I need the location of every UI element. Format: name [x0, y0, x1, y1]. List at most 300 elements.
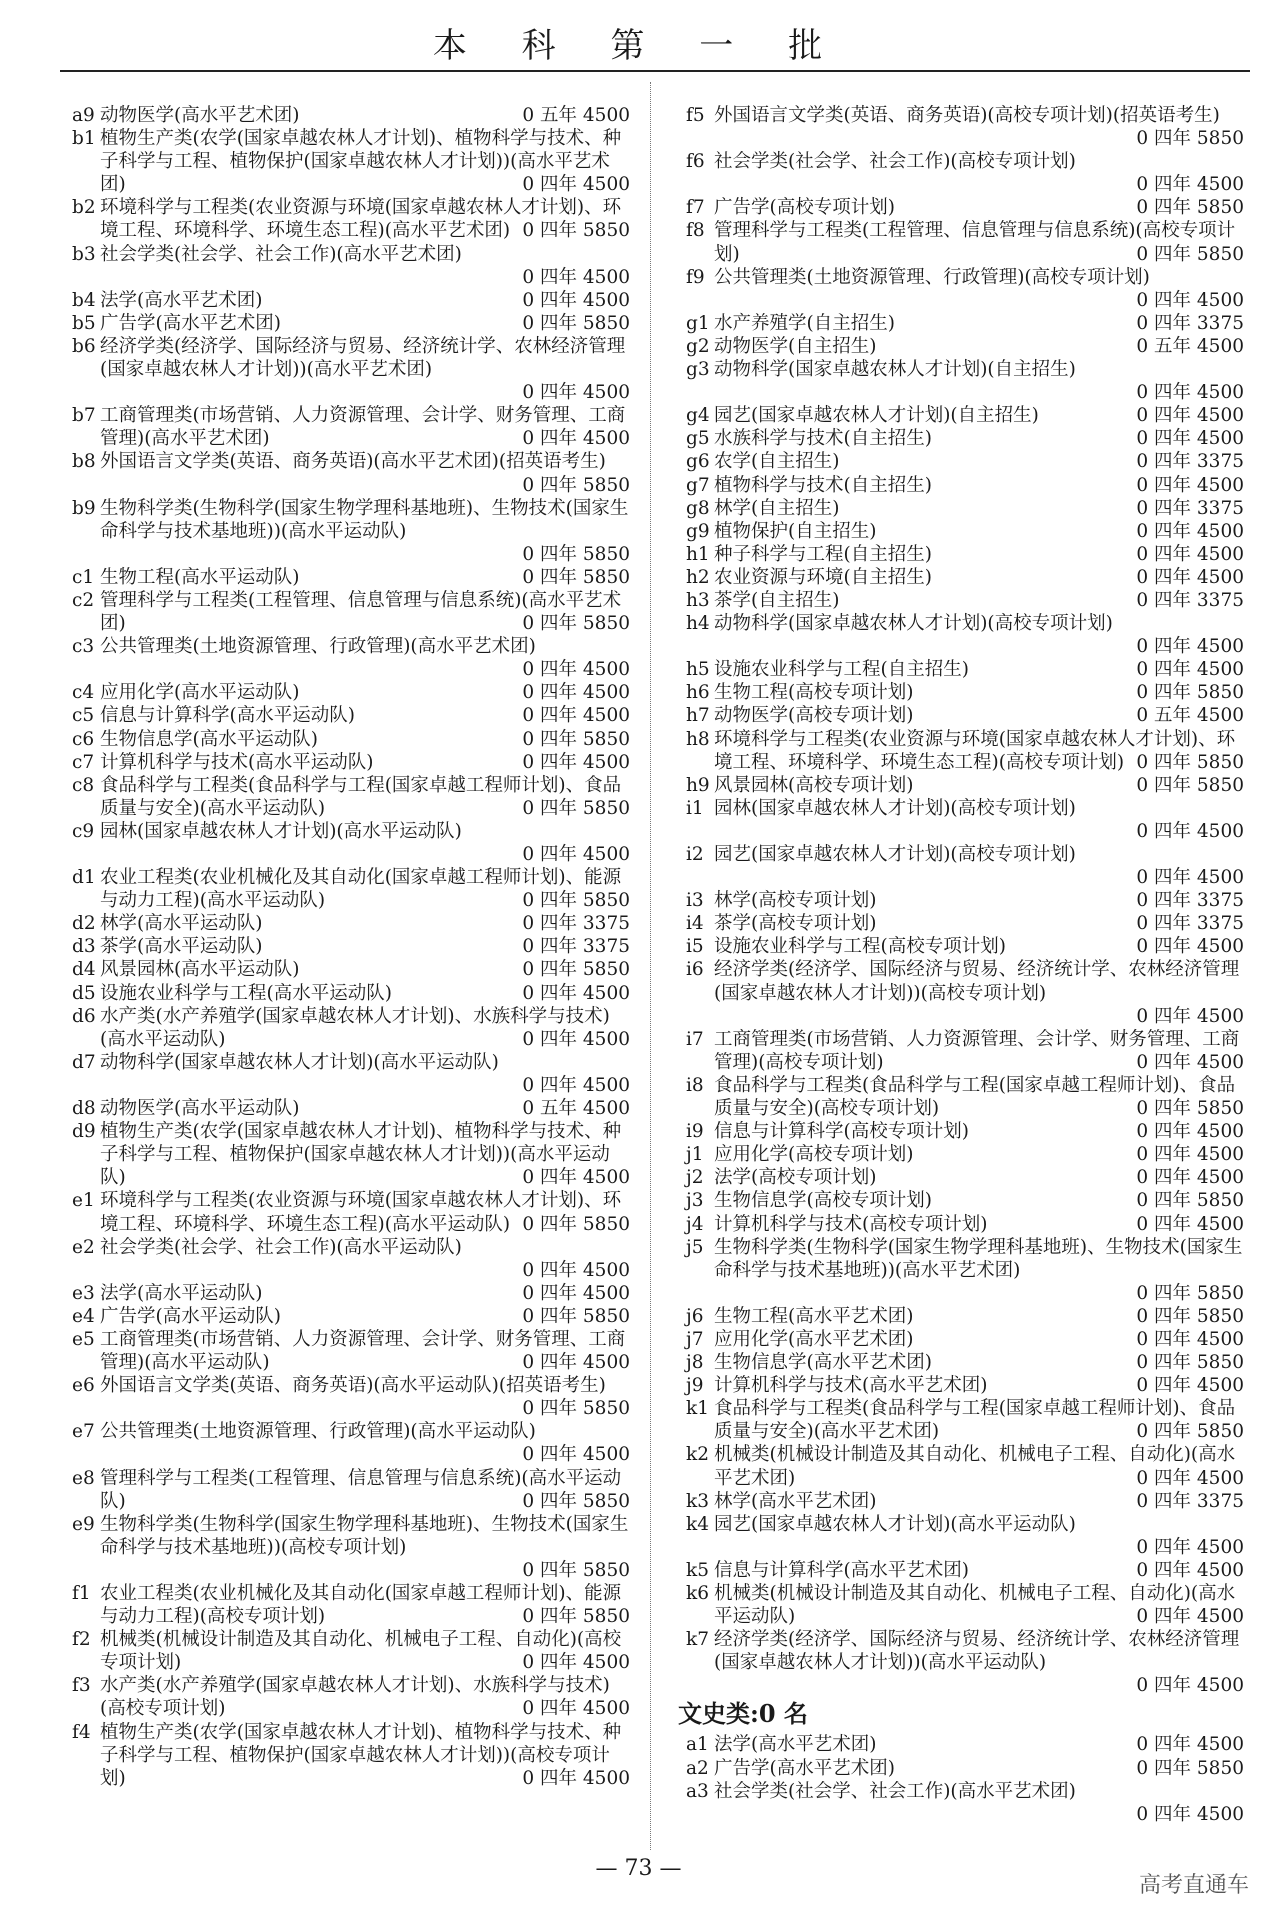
entry-meta: 0 四年 4500 — [522, 1028, 630, 1050]
list-item — [686, 912, 1246, 935]
entry-name: 广告学(高水平艺术团) — [714, 1757, 895, 1779]
entry-code: c7 — [72, 751, 95, 773]
entry-code: d4 — [72, 959, 96, 981]
entry-body — [72, 335, 632, 404]
list-item — [72, 127, 632, 196]
entry-name: 生物信息学(高水平运动队) — [100, 728, 318, 750]
entry-code: k1 — [686, 1398, 709, 1420]
entry-code: i4 — [686, 913, 704, 935]
list-item — [686, 497, 1246, 520]
entry-body — [686, 150, 1246, 196]
entry-name: 生物信息学(高水平艺术团) — [714, 1352, 932, 1374]
entry-meta: 0 五年 4500 — [522, 1098, 630, 1120]
entry-name: 林学(高校专项计划) — [714, 890, 877, 912]
entry-meta: 0 四年 4500 — [522, 1282, 630, 1304]
entry-code: k4 — [686, 1513, 709, 1535]
entry-body — [686, 1582, 1246, 1628]
entry-body — [72, 1374, 632, 1420]
page-number: — 73 — — [595, 1856, 682, 1881]
entry-meta: 0 四年 5850 — [522, 797, 630, 819]
entry-meta: 0 四年 5850 — [522, 890, 630, 912]
entry-name: 工商管理类(市场营销、人力资源管理、会计学、财务管理、工商管理)(高水平艺术团) — [100, 405, 626, 450]
entry-body — [686, 1328, 1246, 1351]
entry-code: c9 — [72, 820, 95, 842]
list-item — [686, 797, 1246, 843]
entry-body — [686, 1397, 1246, 1443]
entry-body — [686, 889, 1246, 912]
right-column-entries — [686, 104, 1246, 1697]
entry-code: c3 — [72, 636, 95, 658]
entry-name: 水产类(水产养殖学(国家卓越农林人才计划)、水族科学与技术)(高水平运动队) — [100, 1005, 610, 1050]
entry-body — [686, 1757, 1246, 1780]
entry-meta: 0 四年 5850 — [1136, 682, 1244, 704]
entry-body — [686, 1236, 1246, 1305]
entry-body — [686, 1028, 1246, 1074]
entry-body — [72, 866, 632, 912]
entry-meta: 0 四年 3375 — [1136, 312, 1244, 334]
list-item — [72, 958, 632, 981]
entry-name: 设施农业科学与工程(高校专项计划) — [714, 936, 1006, 958]
entry-code: d5 — [72, 982, 96, 1004]
entry-body — [686, 543, 1246, 566]
list-item — [72, 728, 632, 751]
entry-body — [686, 728, 1246, 774]
entry-name: 园林(国家卓越农林人才计划)(高校专项计划) — [714, 797, 1076, 819]
list-item — [72, 312, 632, 335]
entry-code: h5 — [686, 659, 710, 681]
entry-body — [72, 1674, 632, 1720]
list-item — [686, 774, 1246, 797]
entry-body — [686, 196, 1246, 219]
left-column — [72, 104, 632, 1790]
list-item — [72, 404, 632, 450]
entry-name: 园艺(国家卓越农林人才计划)(高校专项计划) — [714, 844, 1076, 865]
entry-name: 植物生产类(农学(国家卓越农林人才计划)、植物科学与技术、种子科学与工程、植物保护(国家卓越农林人才计划))(高水平艺术团) — [100, 128, 622, 196]
list-item — [686, 1074, 1246, 1120]
entry-meta: 0 四年 3375 — [522, 936, 630, 958]
entry-meta: 0 四年 5850 — [522, 1398, 630, 1420]
entry-name: 生物工程(高水平运动队) — [100, 566, 300, 588]
entry-code: e5 — [72, 1328, 95, 1350]
entry-code: a3 — [686, 1780, 709, 1802]
entry-code: e1 — [72, 1190, 95, 1212]
entry-body — [72, 497, 632, 566]
entry-meta: 0 四年 4500 — [522, 1352, 630, 1374]
entry-body — [72, 1582, 632, 1628]
entry-name: 动物医学(高校专项计划) — [714, 705, 914, 727]
entry-meta: 0 四年 5850 — [522, 474, 630, 496]
entry-body — [686, 1780, 1246, 1826]
entry-name: 工商管理类(市场营销、人力资源管理、会计学、财务管理、工商管理)(高水平运动队) — [100, 1328, 626, 1374]
list-item — [72, 751, 632, 774]
entry-name: 农业工程类(农业机械化及其自动化(国家卓越工程师计划)、能源与动力工程)(高水平运动队) — [100, 867, 622, 912]
entry-meta: 0 四年 4500 — [1136, 636, 1244, 658]
entry-code: b2 — [72, 197, 96, 219]
entry-body — [72, 1513, 632, 1582]
entry-name: 动物科学(国家卓越农林人才计划)(高校专项计划) — [714, 613, 1113, 635]
list-item — [72, 1374, 632, 1420]
entry-name: 食品科学与工程类(食品科学与工程(国家卓越工程师计划)、食品质量与安全)(高水平艺术团) — [714, 1398, 1236, 1443]
entry-code: j5 — [686, 1236, 704, 1258]
entry-meta: 0 四年 4500 — [522, 844, 630, 865]
list-item — [72, 820, 632, 866]
entry-code: f6 — [686, 151, 705, 173]
entry-code: h2 — [686, 566, 710, 588]
entry-code: f2 — [72, 1629, 91, 1651]
entry-body — [686, 843, 1246, 889]
entry-meta: 0 四年 4500 — [1136, 1675, 1244, 1697]
entry-name: 经济学类(经济学、国际经济与贸易、经济统计学、农林经济管理(国家卓越农林人才计划))(高水平运动队) — [714, 1629, 1240, 1674]
entry-code: j1 — [686, 1144, 704, 1166]
entry-name: 社会学类(社会学、社会工作)(高水平艺术团) — [714, 1780, 1076, 1802]
entry-name: 生物科学类(生物科学(国家生物学理科基地班)、生物技术(国家生命科学与技术基地班))(高校专项计划) — [100, 1513, 629, 1558]
entry-body — [686, 1166, 1246, 1189]
entry-meta: 0 四年 4500 — [522, 1167, 630, 1189]
entry-name: 法学(高校专项计划) — [714, 1167, 877, 1189]
entry-body — [686, 1143, 1246, 1166]
entry-meta: 0 四年 3375 — [1136, 589, 1244, 611]
entry-name: 园艺(国家卓越农林人才计划)(自主招生) — [714, 405, 1039, 427]
entry-code: b8 — [72, 451, 96, 473]
entry-name: 种子科学与工程(自主招生) — [714, 543, 932, 565]
entry-meta: 0 四年 4500 — [1136, 1375, 1244, 1397]
entry-code: g9 — [686, 520, 710, 542]
entry-meta: 0 四年 5850 — [1136, 751, 1244, 773]
title-rule — [60, 70, 1250, 72]
entry-code: d6 — [72, 1005, 96, 1027]
entry-code: c6 — [72, 728, 95, 750]
entry-name: 社会学类(社会学、社会工作)(高校专项计划) — [714, 151, 1076, 173]
entry-meta: 0 五年 4500 — [522, 105, 630, 126]
list-item — [686, 1189, 1246, 1212]
entry-code: i5 — [686, 936, 704, 958]
entry-meta: 0 四年 4500 — [1136, 520, 1244, 542]
list-item — [72, 635, 632, 681]
entry-meta: 0 四年 4500 — [522, 982, 630, 1004]
entry-code: k3 — [686, 1490, 709, 1512]
entry-meta: 0 四年 4500 — [522, 751, 630, 773]
entry-name: 环境科学与工程类(农业资源与环境(国家卓越农林人才计划)、环境工程、环境科学、环境生态工程)(高校专项计划) — [714, 728, 1236, 773]
entry-body — [686, 958, 1246, 1027]
entry-meta: 0 四年 5850 — [522, 1213, 630, 1235]
entry-code: i9 — [686, 1121, 704, 1143]
entry-code: i7 — [686, 1028, 704, 1050]
entry-code: j9 — [686, 1375, 704, 1397]
entry-meta: 0 四年 4500 — [1136, 820, 1244, 842]
list-item — [686, 335, 1246, 358]
list-item — [72, 704, 632, 727]
entry-name: 农业工程类(农业机械化及其自动化(国家卓越工程师计划)、能源与动力工程)(高校专项计划) — [100, 1583, 622, 1628]
entry-meta: 0 四年 4500 — [1136, 428, 1244, 450]
entry-code: d2 — [72, 913, 96, 935]
list-item — [686, 958, 1246, 1027]
page-title: 本 科 第 一 批 — [432, 26, 845, 66]
entry-meta: 0 四年 4500 — [522, 1259, 630, 1281]
entry-body — [72, 1282, 632, 1305]
entry-name: 环境科学与工程类(农业资源与环境(国家卓越农林人才计划)、环境工程、环境科学、环境生态工程)(高水平运动队) — [100, 1190, 622, 1235]
list-item — [686, 612, 1246, 658]
list-item — [686, 266, 1246, 312]
entry-code: g6 — [686, 451, 710, 473]
entry-code: h3 — [686, 589, 710, 611]
entry-meta: 0 五年 4500 — [1136, 335, 1244, 357]
right-column — [678, 104, 1246, 1826]
entry-code: j4 — [686, 1213, 704, 1235]
entry-body — [686, 1351, 1246, 1374]
entry-body — [686, 935, 1246, 958]
entry-body — [72, 704, 632, 727]
entry-body — [686, 1213, 1246, 1236]
list-item — [686, 1143, 1246, 1166]
entry-meta: 0 四年 5850 — [522, 613, 630, 635]
entry-name: 生物科学类(生物科学(国家生物学理科基地班)、生物技术(国家生命科学与技术基地班))(高水平艺术团) — [714, 1236, 1243, 1281]
list-item — [72, 450, 632, 496]
list-item — [686, 1733, 1246, 1756]
entry-name: 林学(高水平艺术团) — [714, 1490, 877, 1512]
list-item — [72, 1282, 632, 1305]
entry-name: 机械类(机械设计制造及其自动化、机械电子工程、自动化)(高水平运动队) — [714, 1583, 1236, 1628]
entry-body — [72, 1051, 632, 1097]
entry-meta: 0 四年 3375 — [1136, 451, 1244, 473]
list-item — [686, 1582, 1246, 1628]
entry-meta: 0 四年 4500 — [522, 428, 630, 450]
entry-name: 信息与计算科学(高水平运动队) — [100, 705, 355, 727]
entry-body — [72, 1120, 632, 1189]
entry-code: b1 — [72, 128, 96, 150]
entry-meta: 0 四年 5850 — [1136, 1190, 1244, 1212]
entry-name: 应用化学(高校专项计划) — [714, 1144, 914, 1166]
entry-code: g5 — [686, 428, 710, 450]
entry-meta: 0 四年 4500 — [1136, 289, 1244, 311]
list-item — [686, 1374, 1246, 1397]
entry-code: i2 — [686, 844, 704, 865]
list-item — [72, 589, 632, 635]
list-item — [686, 1351, 1246, 1374]
list-item — [72, 243, 632, 289]
list-item — [686, 1443, 1246, 1489]
entry-body — [72, 404, 632, 450]
entry-name: 外国语言文学类(英语、商务英语)(高水平运动队)(招英语考生) — [100, 1375, 606, 1397]
entry-code: f3 — [72, 1675, 91, 1697]
entry-code: b9 — [72, 497, 96, 519]
entry-meta: 0 四年 4500 — [522, 682, 630, 704]
entry-body — [72, 1305, 632, 1328]
entry-name: 茶学(高校专项计划) — [714, 913, 877, 935]
list-item — [686, 312, 1246, 335]
list-item — [686, 1559, 1246, 1582]
list-item — [686, 150, 1246, 196]
entry-body — [72, 1467, 632, 1513]
list-item — [72, 1189, 632, 1235]
list-item — [686, 450, 1246, 473]
entry-meta: 0 四年 4500 — [1136, 1051, 1244, 1073]
entry-code: a1 — [686, 1734, 709, 1756]
entry-code: a9 — [72, 105, 95, 126]
entry-meta: 0 四年 5850 — [522, 543, 630, 565]
entry-meta: 0 四年 4500 — [522, 266, 630, 288]
entry-meta: 0 四年 4500 — [1136, 659, 1244, 681]
list-item — [72, 935, 632, 958]
entry-code: d9 — [72, 1121, 96, 1143]
entry-meta: 0 四年 5850 — [1136, 1757, 1244, 1779]
entry-code: e9 — [72, 1513, 95, 1535]
entry-body — [72, 912, 632, 935]
entry-code: f9 — [686, 266, 705, 288]
wenshi-entries — [686, 1733, 1246, 1825]
entry-name: 经济学类(经济学、国际经济与贸易、经济统计学、农林经济管理(国家卓越农林人才计划))(高校专项计划) — [714, 959, 1240, 1004]
entry-name: 广告学(高校专项计划) — [714, 197, 895, 219]
entry-body — [686, 219, 1246, 265]
entry-code: c8 — [72, 774, 95, 796]
list-item — [686, 543, 1246, 566]
entry-code: k6 — [686, 1583, 709, 1604]
entry-body — [686, 704, 1246, 727]
entry-code: k7 — [686, 1629, 709, 1651]
list-item — [72, 1328, 632, 1374]
entry-code: d7 — [72, 1051, 96, 1073]
entry-meta: 0 四年 4500 — [522, 1444, 630, 1466]
entry-code: j2 — [686, 1167, 704, 1189]
entry-meta: 0 四年 4500 — [1136, 1005, 1244, 1027]
entry-body — [72, 1236, 632, 1282]
list-item — [686, 404, 1246, 427]
list-item — [686, 1780, 1246, 1826]
entry-meta: 0 四年 4500 — [1136, 405, 1244, 427]
entry-name: 外国语言文学类(英语、商务英语)(高校专项计划)(招英语考生) — [714, 105, 1220, 126]
list-item — [686, 658, 1246, 681]
entry-name: 管理科学与工程类(工程管理、信息管理与信息系统)(高校专项计划) — [714, 220, 1236, 265]
entry-name: 外国语言文学类(英语、商务英语)(高水平艺术团)(招英语考生) — [100, 451, 606, 473]
entry-body — [72, 681, 632, 704]
entry-code: h8 — [686, 728, 710, 750]
entry-meta: 0 四年 5850 — [522, 728, 630, 750]
entry-name: 食品科学与工程类(食品科学与工程(国家卓越工程师计划)、食品质量与安全)(高校专项计划) — [714, 1074, 1236, 1120]
entry-code: c1 — [72, 566, 95, 588]
list-item — [72, 1513, 632, 1582]
entry-code: g2 — [686, 335, 710, 357]
entry-code: h7 — [686, 705, 710, 727]
entry-code: a2 — [686, 1757, 709, 1779]
entry-body — [686, 427, 1246, 450]
entry-body — [686, 1120, 1246, 1143]
entry-code: d8 — [72, 1098, 96, 1120]
entry-code: e2 — [72, 1236, 95, 1258]
list-item — [686, 843, 1246, 889]
column-divider — [650, 82, 651, 1850]
list-item — [72, 289, 632, 312]
list-item — [72, 497, 632, 566]
entry-body — [72, 1628, 632, 1674]
list-item — [686, 1757, 1246, 1780]
entry-meta: 0 四年 4500 — [1136, 382, 1244, 404]
entry-name: 计算机科学与技术(高水平艺术团) — [714, 1375, 988, 1397]
list-item — [72, 1305, 632, 1328]
list-item — [686, 1213, 1246, 1236]
entry-code: h1 — [686, 543, 710, 565]
list-item — [72, 681, 632, 704]
list-item — [72, 1005, 632, 1051]
entry-meta: 0 四年 5850 — [522, 1490, 630, 1512]
list-item — [72, 1051, 632, 1097]
entry-name: 植物保护(自主招生) — [714, 520, 877, 542]
list-item — [686, 1328, 1246, 1351]
list-item — [72, 1628, 632, 1674]
entry-body — [72, 312, 632, 335]
entry-code: c5 — [72, 705, 95, 727]
entry-name: 工商管理类(市场营销、人力资源管理、会计学、财务管理、工商管理)(高校专项计划) — [714, 1028, 1240, 1073]
entry-meta: 0 四年 5850 — [1136, 1098, 1244, 1120]
entry-name: 风景园林(高水平运动队) — [100, 959, 300, 981]
entry-meta: 0 四年 4500 — [1136, 1213, 1244, 1235]
entry-name: 植物生产类(农学(国家卓越农林人才计划)、植物科学与技术、种子科学与工程、植物保护(国家卓越农林人才计划))(高水平运动队) — [100, 1121, 622, 1189]
entry-name: 应用化学(高水平运动队) — [100, 682, 300, 704]
entry-name: 生物信息学(高校专项计划) — [714, 1190, 932, 1212]
list-item — [72, 1097, 632, 1120]
entry-code: c4 — [72, 682, 95, 704]
entry-body — [72, 820, 632, 866]
entry-body — [686, 497, 1246, 520]
list-item — [686, 104, 1246, 150]
entry-body — [686, 450, 1246, 473]
entry-code: f4 — [72, 1721, 91, 1743]
entry-name: 食品科学与工程类(食品科学与工程(国家卓越工程师计划)、食品质量与安全)(高水平运动队) — [100, 774, 622, 819]
entry-meta: 0 四年 3375 — [1136, 1490, 1244, 1512]
entry-body — [72, 958, 632, 981]
list-item — [686, 566, 1246, 589]
entry-code: b3 — [72, 243, 96, 265]
list-item — [72, 774, 632, 820]
entry-body — [72, 127, 632, 196]
list-item — [72, 104, 632, 127]
entry-name: 信息与计算科学(高水平艺术团) — [714, 1559, 969, 1581]
entry-body — [686, 566, 1246, 589]
entry-code: i6 — [686, 959, 704, 981]
entry-code: f8 — [686, 220, 705, 242]
entry-name: 园艺(国家卓越农林人才计划)(高水平运动队) — [714, 1513, 1076, 1535]
entry-code: h6 — [686, 682, 710, 704]
entry-body — [72, 1328, 632, 1374]
entry-body — [686, 1490, 1246, 1513]
entry-body — [72, 104, 632, 127]
list-item — [72, 1582, 632, 1628]
entry-body — [72, 1420, 632, 1466]
entry-name: 林学(自主招生) — [714, 497, 840, 519]
list-item — [686, 1166, 1246, 1189]
entry-meta: 0 四年 5850 — [1136, 1282, 1244, 1304]
list-item — [72, 1721, 632, 1790]
entry-meta: 0 四年 4500 — [1136, 543, 1244, 565]
entry-meta: 0 四年 4500 — [522, 1767, 630, 1789]
entry-body — [686, 1305, 1246, 1328]
entry-body — [72, 196, 632, 242]
entry-name: 广告学(高水平运动队) — [100, 1305, 281, 1327]
list-item — [686, 889, 1246, 912]
entry-code: i1 — [686, 797, 704, 819]
entry-meta: 0 四年 5850 — [1136, 128, 1244, 150]
entry-meta: 0 四年 4500 — [522, 659, 630, 681]
entry-code: j8 — [686, 1352, 704, 1374]
entry-meta: 0 四年 4500 — [1136, 1559, 1244, 1581]
entry-name: 社会学类(社会学、社会工作)(高水平运动队) — [100, 1236, 462, 1258]
entry-name: 植物科学与技术(自主招生) — [714, 474, 932, 496]
list-item — [686, 1513, 1246, 1559]
entry-code: i8 — [686, 1074, 704, 1096]
list-item — [72, 912, 632, 935]
entry-code: h4 — [686, 613, 710, 635]
list-item — [686, 1305, 1246, 1328]
list-item — [686, 358, 1246, 404]
entry-body — [72, 774, 632, 820]
